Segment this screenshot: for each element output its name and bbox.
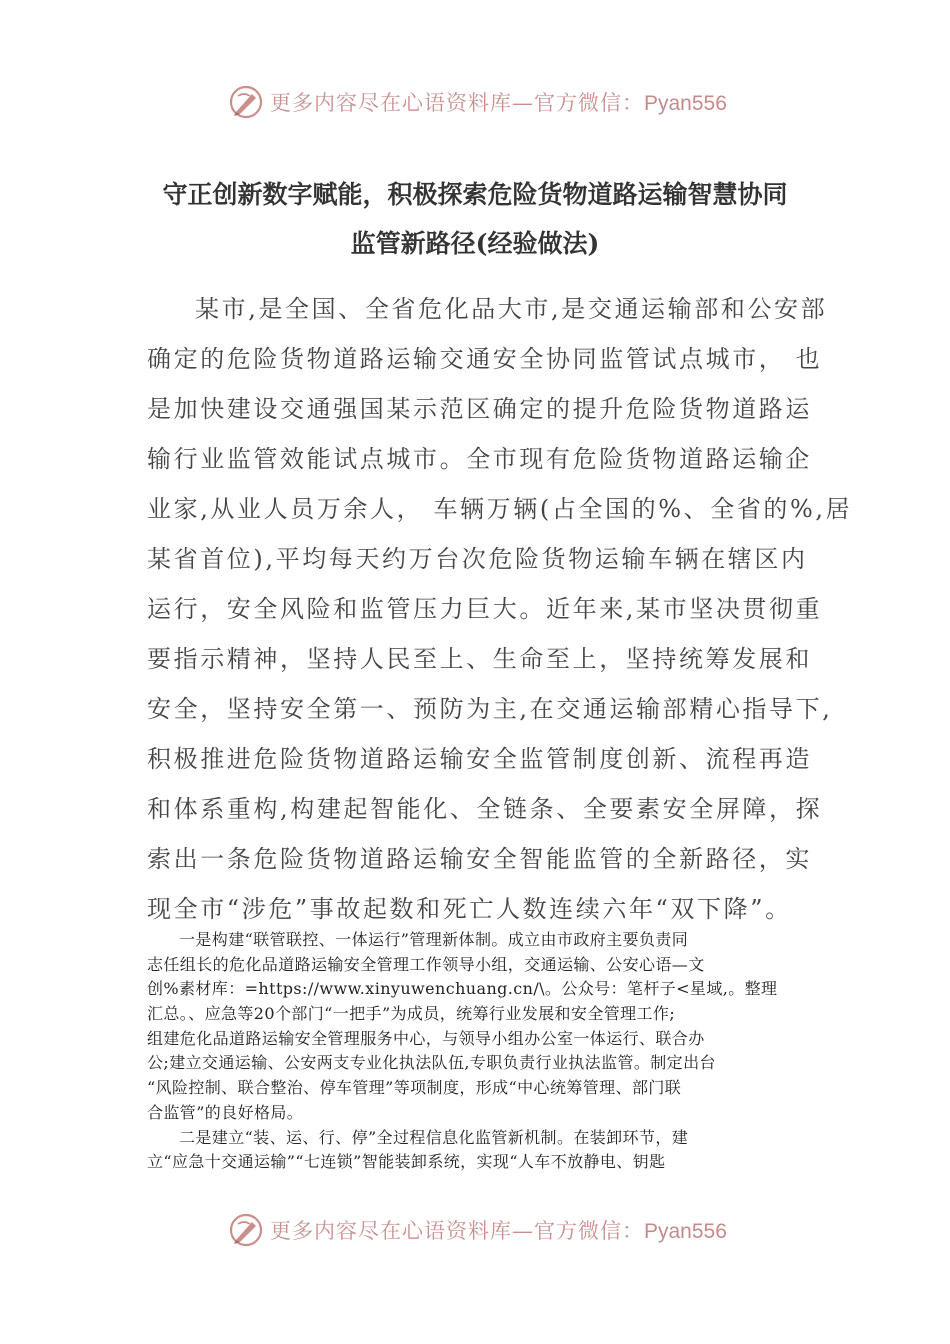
body-line: “风险控制、联合整治、停车管理”等项制度，形成“中心统筹管理、部门联 [147, 1078, 682, 1098]
watermark-handle: Pyan556 [644, 92, 727, 115]
intro-line: 运行，安全风险和监管压力巨大。近年来,某市坚决贯彻重 [147, 595, 823, 623]
body-line: 组建危化品道路运输安全管理服务中心，与领导小组办公室一体运行、联合办 [147, 1028, 705, 1048]
intro-line: 输行业监管效能试点城市。全市现有危险货物道路运输企 [147, 445, 812, 473]
body-line: 合监管”的良好格局。 [147, 1102, 304, 1122]
body-paragraphs [147, 928, 797, 1175]
body-line: 创%素材库：=https://www.xinyuwenchuang.cn/\。公众号：笔杆子<星域,。整理 [147, 979, 778, 999]
intro-line: 现全市“涉危”事故起数和死亡人数连续六年“双下降”。 [147, 895, 792, 923]
document-title-line-1: 守正创新数字赋能，积极探索危险货物道路运输智慧协同 [162, 180, 788, 209]
intro-line: 和体系重构,构建起智能化、全链条、全要素安全屏障，探 [147, 795, 823, 823]
intro-line: 要指示精神，坚持人民至上、生命至上，坚持统筹发展和 [147, 645, 812, 673]
pen-logo-icon [228, 84, 264, 120]
document-title-line-2: 监管新路径(经验做法) [350, 229, 600, 258]
body-line: 公;建立交通运输、公安两支专业化执法队伍,专职负责行业执法监管。制定出台 [147, 1053, 716, 1073]
body-line: 一是构建“联管联控、一体运行”管理新体制。成立由市政府主要负责同 [179, 930, 689, 949]
intro-line: 某市,是全国、全省危化品大市,是交通运输部和公安部 [195, 295, 828, 323]
intro-paragraph [147, 284, 853, 934]
intro-line: 是加快建设交通强国某示范区确定的提升危险货物道路运 [147, 395, 812, 423]
body-line: 汇总。、应急等20个部门“一把手”为成员，统筹行业发展和安全管理工作; [147, 1004, 676, 1024]
intro-line: 积极推进危险货物道路运输安全监管制度创新、流程再造 [147, 745, 812, 773]
watermark-banner-top [228, 82, 727, 122]
body-line: 二是建立“装、运、行、停”全过程信息化监管新机制。在装卸环节，建 [179, 1127, 689, 1147]
body-line: 志任组长的危化品道路运输安全管理工作领导小组，交通运输、公安心语—文 [147, 954, 705, 974]
watermark-banner-bottom [228, 1210, 727, 1250]
intro-line: 确定的危险货物道路运输交通安全协同监管试点城市， 也 [147, 345, 823, 373]
intro-line: 安全，坚持安全第一、预防为主,在交通运输部精心指导下, [147, 695, 833, 723]
pen-logo-icon [228, 1212, 264, 1248]
watermark-text: 更多内容尽在心语资料库—官方微信：Pyan556 [270, 1219, 727, 1243]
intro-line: 某省首位),平均每天约万台次危险货物运输车辆在辖区内 [147, 545, 808, 573]
body-line: 立“应急十交通运输”“七连锁”智能装卸系统，实现“人车不放静电、钥匙 [147, 1152, 666, 1172]
intro-line: 业家,从业人员万余人， 车辆万辆(占全国的%、全省的%,居 [147, 495, 853, 523]
watermark-handle: Pyan556 [644, 1220, 727, 1243]
intro-line: 索出一条危险货物道路运输安全智能监管的全新路径，实 [147, 845, 812, 873]
watermark-text: 更多内容尽在心语资料库—官方微信：Pyan556 [270, 91, 727, 115]
